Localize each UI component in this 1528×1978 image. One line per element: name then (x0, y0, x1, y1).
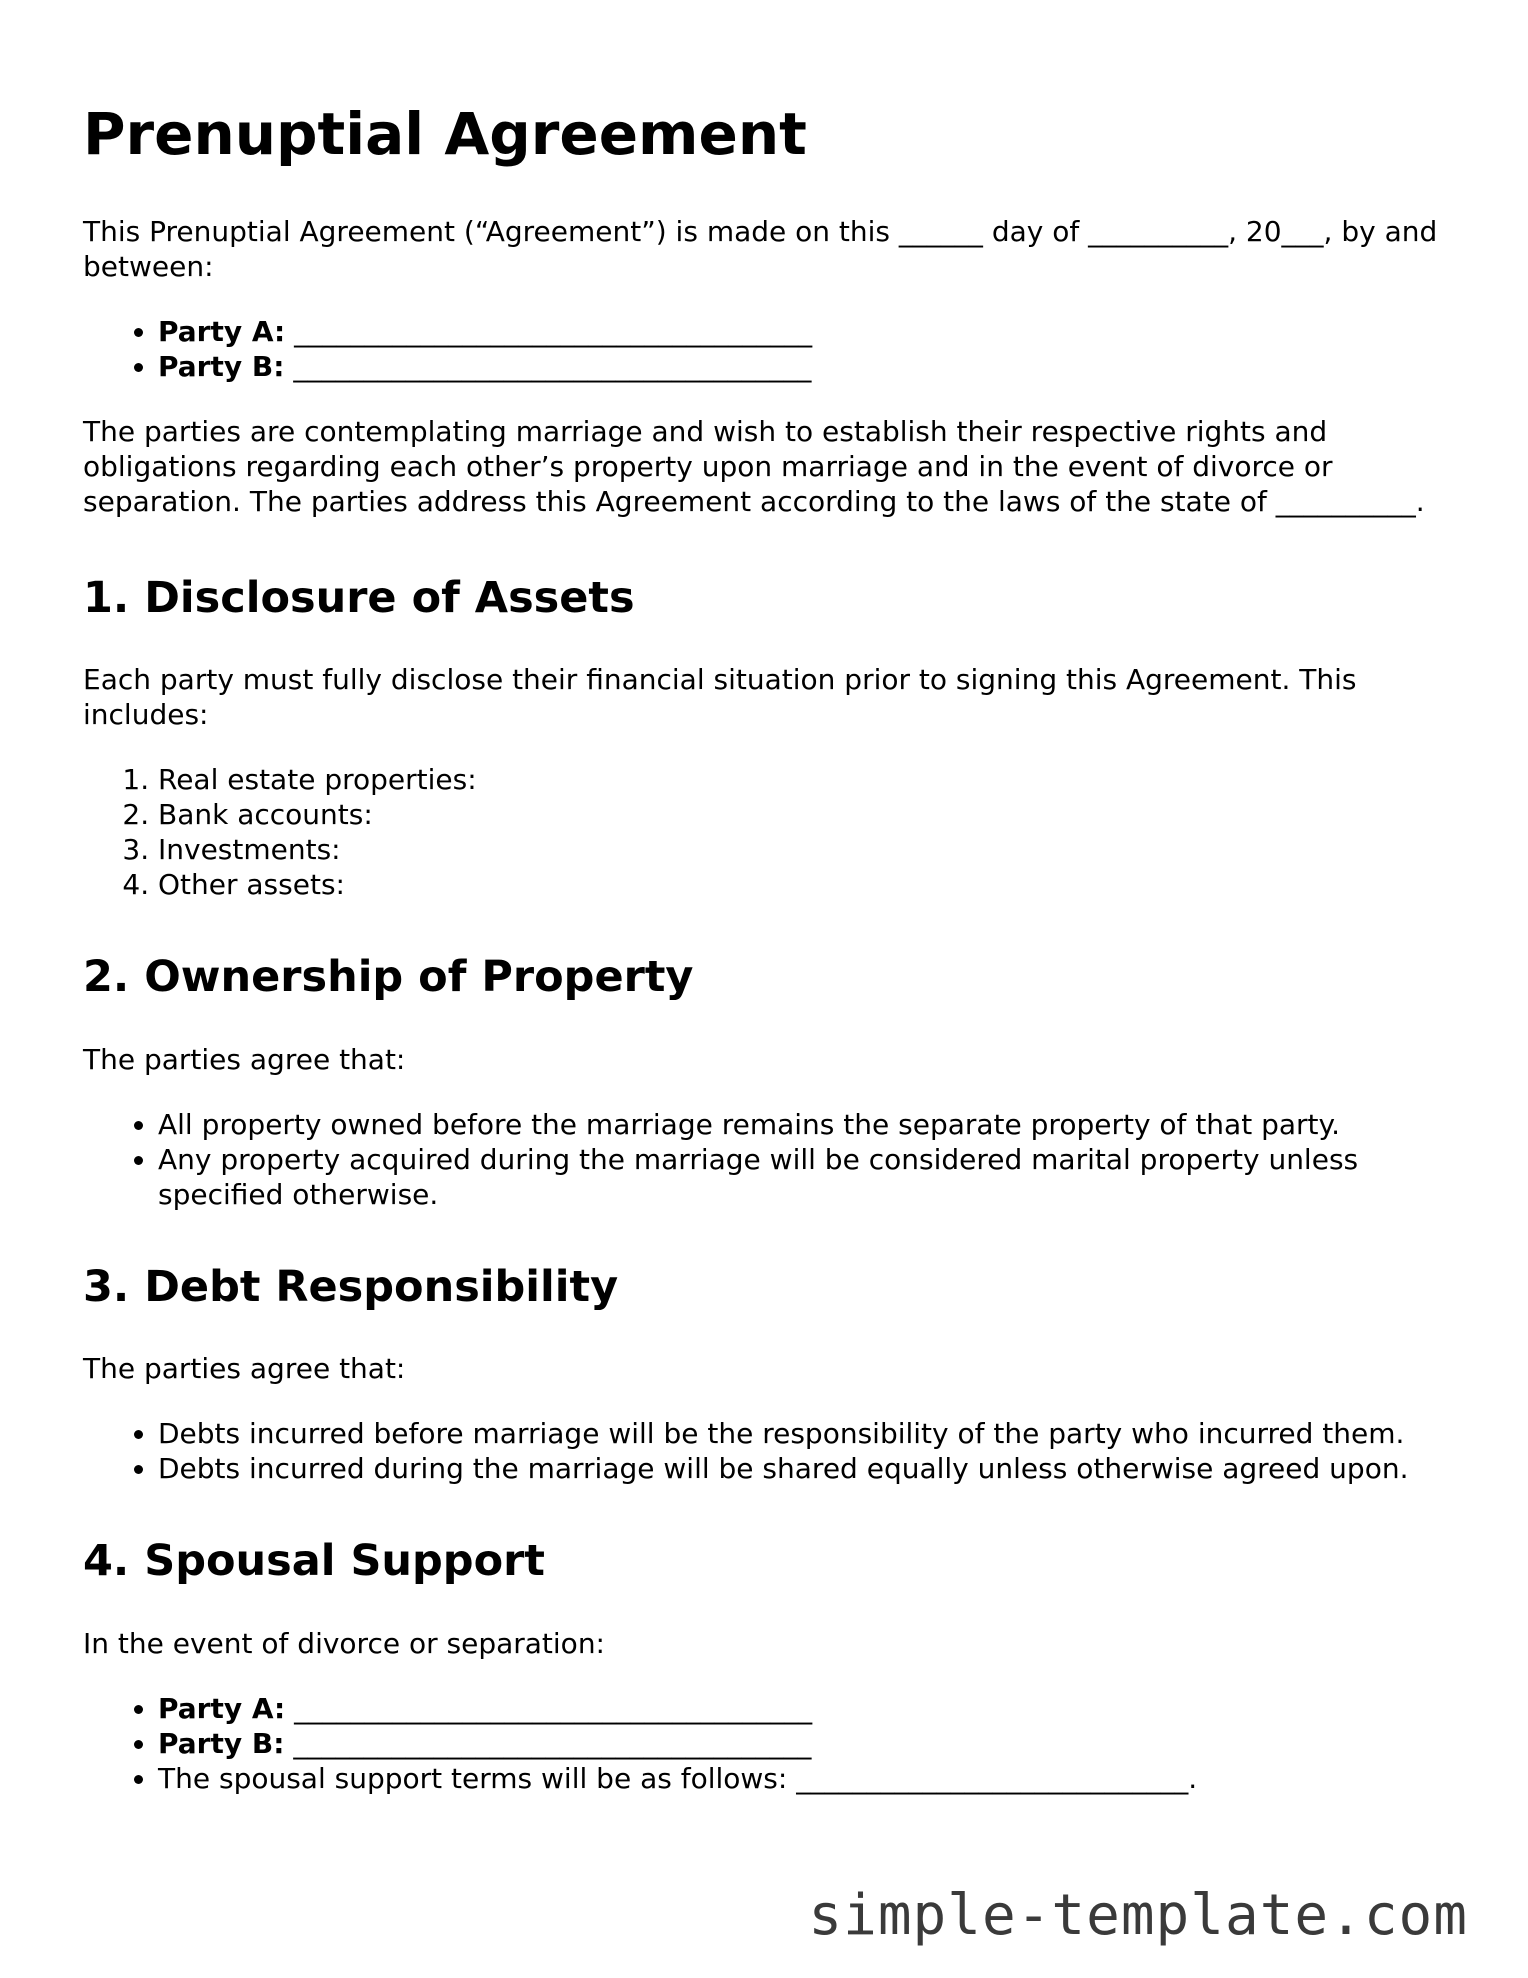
support-text: In the event of divorce or separation: (83, 1626, 605, 1660)
support-list (83, 1691, 1463, 1796)
list-item: 2. Bank accounts: (158, 797, 1463, 832)
disclosure-list (83, 762, 1463, 902)
section-heading-debt: 3. Debt Responsibility (83, 1261, 619, 1312)
list-item: • All property owned before the marriage remains the separate property of that party. (158, 1107, 1463, 1142)
support-party-b-label: Party B: (158, 1726, 285, 1760)
watermark: simple-template.com (808, 1883, 1468, 1948)
disclosure-text: Each party must fully disclose their financial situation prior to signing this Agreement. This includes: (83, 663, 1357, 732)
page-title: Prenuptial Agreement (83, 100, 807, 168)
list-item: • Debts incurred before marriage will be the responsibility of the party who incurred them. (158, 1416, 1463, 1451)
list-item: • Debts incurred during the marriage will be shared equally unless otherwise agreed upon. (158, 1451, 1463, 1486)
party-a-label: Party A: (158, 314, 286, 348)
section-heading-ownership: 2. Ownership of Property (83, 952, 694, 1003)
support-party-b-item (158, 1726, 1463, 1761)
party-b-item (158, 349, 1463, 384)
party-a-item (158, 314, 1463, 349)
purpose-paragraph: The parties are contemplating marriage and wish to establish their respective rights and obligations regarding each other’s property upon marriage and in the event of divorce or separation. The parties address this Agreement according to the laws of the state of __________. (83, 414, 1425, 518)
document-body (83, 100, 1463, 1826)
support-terms-item: • The spousal support terms will be as follows: ____________________________. (158, 1761, 1463, 1796)
party-b-label: Party B: (158, 349, 285, 383)
debt-text: The parties agree that: (83, 1352, 406, 1386)
section-heading-disclosure: 1. Disclosure of Assets (83, 572, 635, 623)
ownership-text: The parties agree that: (83, 1042, 406, 1076)
section-heading-support: 4. Spousal Support (83, 1536, 545, 1587)
party-b-blank: _____________________________________ (293, 349, 812, 383)
list-item: 1. Real estate properties: (158, 762, 1463, 797)
support-party-a-item (158, 1691, 1463, 1726)
debt-list (83, 1416, 1463, 1486)
support-party-a-blank: _____________________________________ (294, 1691, 813, 1725)
ownership-list (83, 1107, 1463, 1212)
intro-paragraph: This Prenuptial Agreement (“Agreement”) is made on this ______ day of __________, 20___, by and between: (83, 214, 1438, 283)
parties-list (83, 314, 1463, 384)
list-item: 3. Investments: (158, 832, 1463, 867)
list-item: • Any property acquired during the marriage will be considered marital property unless specified otherwise. (158, 1142, 1463, 1212)
support-party-a-label: Party A: (158, 1691, 286, 1725)
party-a-blank: _____________________________________ (294, 314, 813, 348)
support-party-b-blank: _____________________________________ (293, 1726, 812, 1760)
list-item: 4. Other assets: (158, 867, 1463, 902)
